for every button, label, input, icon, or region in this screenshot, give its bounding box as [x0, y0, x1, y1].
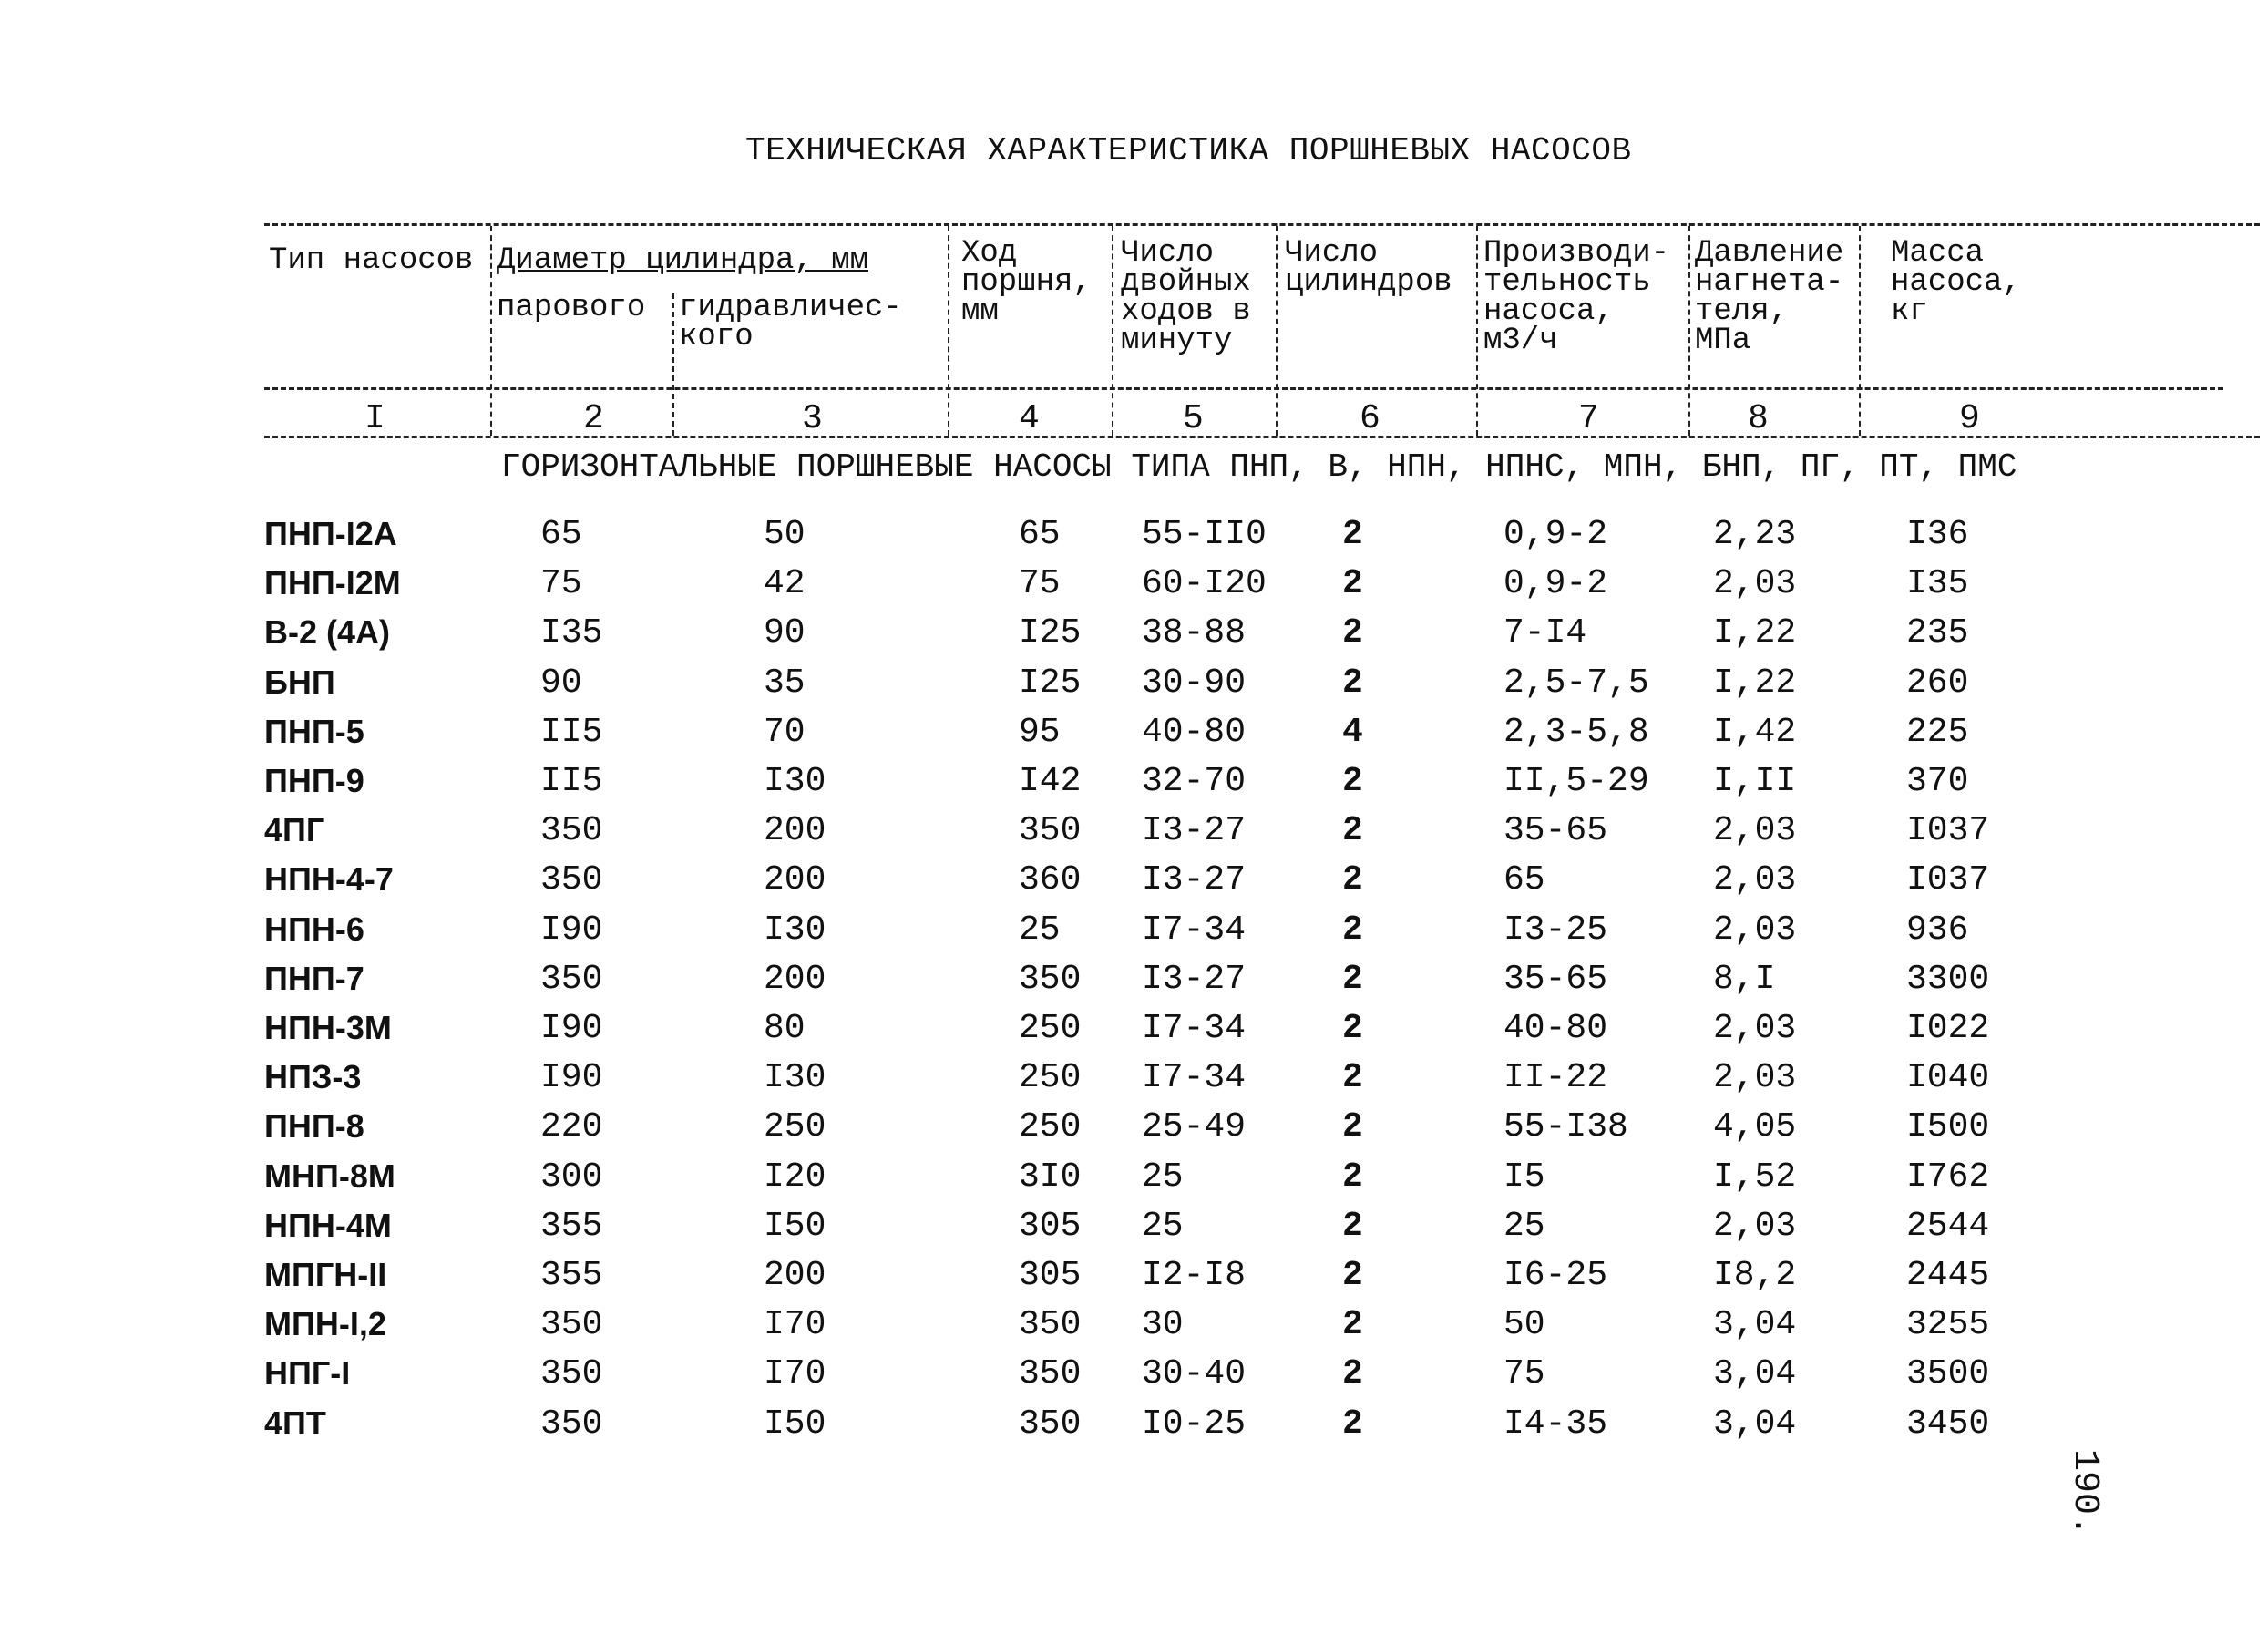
table-cell: I70	[764, 1305, 826, 1344]
table-cell: 200	[764, 1256, 826, 1295]
table-cell: 2	[1342, 910, 1363, 950]
table-cell: I040	[1906, 1058, 1990, 1097]
table-cell: 35-65	[1503, 960, 1608, 999]
table-cell: 250	[1019, 1107, 1082, 1146]
pump-type-cell: ПНП-8	[264, 1107, 364, 1145]
table-cell: 8,I	[1713, 960, 1776, 999]
column-separator	[672, 293, 674, 436]
table-cell: 350	[1019, 1305, 1082, 1344]
header-mass: Масса насоса, кг	[1891, 236, 2021, 329]
table-cell: I8,2	[1713, 1256, 1797, 1295]
table-cell: 350	[1019, 960, 1082, 999]
table-cell: 90	[764, 613, 806, 653]
table-cell: 80	[764, 1009, 806, 1048]
table-cell: 4,05	[1713, 1107, 1797, 1146]
table-cell: 2	[1342, 1157, 1363, 1197]
table-cell: I2-I8	[1142, 1256, 1247, 1295]
table-cell: I30	[764, 1058, 826, 1097]
table-cell: I6-25	[1503, 1256, 1608, 1295]
table-cell: 42	[764, 564, 806, 603]
table-cell: 30-90	[1142, 663, 1247, 703]
table-cell: I35	[1906, 564, 1969, 603]
header-stroke: Ход поршня, мм	[961, 236, 1092, 329]
table-cell: 305	[1019, 1207, 1082, 1246]
table-cell: II5	[540, 762, 603, 801]
table-cell: 350	[540, 1305, 603, 1344]
table-cell: 2,03	[1713, 1207, 1797, 1246]
table-cell: I90	[540, 1009, 603, 1048]
pump-type-cell: ПНП-9	[264, 762, 364, 799]
column-number-1: I	[364, 399, 385, 438]
table-cell: 2,03	[1713, 811, 1797, 850]
table-cell: I7-34	[1142, 1009, 1247, 1048]
table-cell: 350	[540, 1354, 603, 1393]
table-cell: 2,03	[1713, 910, 1797, 950]
pump-type-cell: МПГН-II	[264, 1256, 387, 1293]
table-cell: I7-34	[1142, 1058, 1247, 1097]
table-cell: 2	[1342, 1305, 1363, 1344]
table-cell: I5	[1503, 1157, 1545, 1197]
table-cell: I,22	[1713, 663, 1797, 703]
table-cell: 25-49	[1142, 1107, 1247, 1146]
table-cell: 25	[1142, 1207, 1184, 1246]
table-cell: 2	[1342, 1107, 1363, 1146]
table-cell: 2544	[1906, 1207, 1990, 1246]
table-cell: 200	[764, 811, 826, 850]
table-cell: 2,23	[1713, 515, 1797, 554]
pump-type-cell: НПН-4-7	[264, 860, 394, 898]
pump-type-cell: ПНП-5	[264, 713, 364, 750]
table-cell: 40-80	[1142, 713, 1247, 752]
table-cell: 95	[1019, 713, 1061, 752]
table-cell: 250	[1019, 1058, 1082, 1097]
table-cell: 50	[764, 515, 806, 554]
column-separator	[490, 226, 492, 436]
table-cell: I037	[1906, 811, 1990, 850]
header-hydraulic: гидравличес- кого	[679, 291, 902, 355]
table-cell: 35-65	[1503, 811, 1608, 850]
column-number-7: 7	[1578, 399, 1599, 438]
pump-type-cell: НПН-6	[264, 910, 364, 948]
table-cell: 2	[1342, 1058, 1363, 1097]
table-cell: I3-27	[1142, 811, 1247, 850]
table-cell: 4	[1342, 713, 1363, 752]
pump-type-cell: ПНП-I2А	[264, 515, 397, 552]
pump-type-cell: НПН-4М	[264, 1207, 392, 1244]
table-cell: 90	[540, 663, 582, 703]
table-cell: 3255	[1906, 1305, 1990, 1344]
table-cell: 3I0	[1019, 1157, 1082, 1197]
table-cell: I762	[1906, 1157, 1990, 1197]
table-cell: 3,04	[1713, 1354, 1797, 1393]
table-cell: 50	[1503, 1305, 1545, 1344]
column-number-4: 4	[1019, 399, 1040, 438]
table-cell: 2,03	[1713, 1058, 1797, 1097]
table-cell: 370	[1906, 762, 1969, 801]
table-cell: I20	[764, 1157, 826, 1197]
table-cell: 355	[540, 1207, 603, 1246]
table-cell: I35	[540, 613, 603, 653]
table-cell: 2	[1342, 613, 1363, 653]
table-cell: 2	[1342, 960, 1363, 999]
table-cell: I90	[540, 1058, 603, 1097]
table-cell: I,42	[1713, 713, 1797, 752]
table-cell: 936	[1906, 910, 1969, 950]
table-cell: I50	[764, 1404, 826, 1444]
table-cell: 250	[1019, 1009, 1082, 1048]
table-cell: 2,03	[1713, 1009, 1797, 1048]
table-cell: 25	[1503, 1207, 1545, 1246]
table-cell: 55-I38	[1503, 1107, 1628, 1146]
table-cell: 250	[764, 1107, 826, 1146]
table-cell: 65	[540, 515, 582, 554]
table-cell: 3450	[1906, 1404, 1990, 1444]
table-cell: I30	[764, 910, 826, 950]
table-cell: 260	[1906, 663, 1969, 703]
column-separator	[1276, 226, 1278, 436]
section-title: ГОРИЗОНТАЛЬНЫЕ ПОРШНЕВЫЕ НАСОСЫ ТИПА ПНП, В, НПН, НПНС, МПН, БНП, ПГ, ПТ, ПМС	[501, 448, 2017, 486]
table-cell: 30-40	[1142, 1354, 1247, 1393]
table-cell: 75	[540, 564, 582, 603]
header-type: Тип насосов	[269, 243, 474, 278]
table-cell: I25	[1019, 663, 1082, 703]
column-separator	[1688, 226, 1690, 436]
table-cell: 32-70	[1142, 762, 1247, 801]
table-cell: 350	[540, 960, 603, 999]
column-separator	[948, 226, 949, 436]
table-cell: 300	[540, 1157, 603, 1197]
table-cell: I50	[764, 1207, 826, 1246]
document-title: ТЕХНИЧЕСКАЯ ХАРАКТЕРИСТИКА ПОРШНЕВЫХ НАСОСОВ	[745, 132, 1632, 170]
table-cell: I022	[1906, 1009, 1990, 1048]
table-cell: 0,9-2	[1503, 564, 1608, 603]
table-cell: I3-27	[1142, 960, 1247, 999]
column-separator	[1859, 226, 1861, 436]
table-cell: 350	[540, 860, 603, 900]
page-number: 190.	[2064, 1449, 2105, 1537]
table-cell: 65	[1503, 860, 1545, 900]
table-cell: 2	[1342, 860, 1363, 900]
table-cell: 2	[1342, 1354, 1363, 1393]
table-cell: 25	[1142, 1157, 1184, 1197]
table-cell: 65	[1019, 515, 1061, 554]
column-number-9: 9	[1959, 399, 1980, 438]
table-cell: II,5-29	[1503, 762, 1649, 801]
table-cell: 40-80	[1503, 1009, 1608, 1048]
table-cell: I,II	[1713, 762, 1797, 801]
pump-type-cell: ПНП-7	[264, 960, 364, 997]
table-cell: I70	[764, 1354, 826, 1393]
table-cell: I,52	[1713, 1157, 1797, 1197]
column-separator	[1476, 226, 1478, 436]
header-middle-rule	[264, 387, 2223, 390]
header-steam: парового	[497, 291, 646, 325]
table-cell: 0,9-2	[1503, 515, 1608, 554]
table-cell: 360	[1019, 860, 1082, 900]
header-capacity: Производи- тельность насоса, м3/ч	[1483, 236, 1670, 358]
header-strokes-per-min: Число двойных ходов в минуту	[1121, 236, 1251, 358]
table-cell: 2,3-5,8	[1503, 713, 1649, 752]
table-cell: 70	[764, 713, 806, 752]
table-cell: I42	[1019, 762, 1082, 801]
pump-type-cell: НПГ-I	[264, 1354, 351, 1392]
table-cell: 55-II0	[1142, 515, 1267, 554]
table-cell: 2	[1342, 1009, 1363, 1048]
table-cell: 2	[1342, 663, 1363, 703]
table-cell: 220	[540, 1107, 603, 1146]
header-diameter: Диаметр цилиндра, мм	[497, 243, 869, 278]
table-cell: II-22	[1503, 1058, 1608, 1097]
column-number-6: 6	[1360, 399, 1380, 438]
table-cell: 355	[540, 1256, 603, 1295]
table-cell: I4-35	[1503, 1404, 1608, 1444]
header-cylinders: Число цилиндров	[1285, 236, 1452, 300]
column-number-3: 3	[802, 399, 823, 438]
table-cell: 2,5-7,5	[1503, 663, 1649, 703]
pump-type-cell: МПН-I,2	[264, 1305, 386, 1342]
column-separator	[1112, 226, 1113, 436]
table-cell: 25	[1019, 910, 1061, 950]
table-cell: I3-27	[1142, 860, 1247, 900]
table-cell: I0-25	[1142, 1404, 1247, 1444]
table-cell: 235	[1906, 613, 1969, 653]
pump-type-cell: МНП-8М	[264, 1157, 395, 1195]
table-cell: 3,04	[1713, 1404, 1797, 1444]
table-cell: 2445	[1906, 1256, 1990, 1295]
table-cell: 2	[1342, 1207, 1363, 1246]
table-cell: 35	[764, 663, 806, 703]
table-cell: I037	[1906, 860, 1990, 900]
pump-type-cell: 4ПГ	[264, 811, 325, 848]
table-cell: 350	[540, 1404, 603, 1444]
table-cell: I3-25	[1503, 910, 1608, 950]
column-number-8: 8	[1748, 399, 1769, 438]
table-cell: I500	[1906, 1107, 1990, 1146]
table-cell: 200	[764, 960, 826, 999]
pump-type-cell: ПНП-I2М	[264, 564, 401, 601]
table-cell: 350	[540, 811, 603, 850]
table-cell: I,22	[1713, 613, 1797, 653]
table-cell: 75	[1503, 1354, 1545, 1393]
table-cell: 350	[1019, 811, 1082, 850]
table-cell: 2	[1342, 1404, 1363, 1444]
table-cell: 200	[764, 860, 826, 900]
table-cell: 225	[1906, 713, 1969, 752]
table-cell: I36	[1906, 515, 1969, 554]
column-number-2: 2	[583, 399, 604, 438]
table-cell: 60-I20	[1142, 564, 1267, 603]
header-top-rule	[264, 223, 2260, 226]
table-cell: 3500	[1906, 1354, 1990, 1393]
header-pressure: Давление нагнета- теля, МПа	[1695, 236, 1844, 358]
table-cell: I7-34	[1142, 910, 1247, 950]
pump-type-cell: В-2 (4А)	[264, 613, 391, 651]
table-cell: 75	[1019, 564, 1061, 603]
table-cell: I90	[540, 910, 603, 950]
table-cell: II5	[540, 713, 603, 752]
pump-type-cell: БНП	[264, 663, 335, 701]
table-cell: 350	[1019, 1404, 1082, 1444]
table-cell: 2,03	[1713, 564, 1797, 603]
pump-type-cell: 4ПТ	[264, 1404, 326, 1442]
table-cell: I25	[1019, 613, 1082, 653]
table-cell: 2,03	[1713, 860, 1797, 900]
table-cell: 305	[1019, 1256, 1082, 1295]
table-cell: 3,04	[1713, 1305, 1797, 1344]
table-cell: 38-88	[1142, 613, 1247, 653]
table-cell: 2	[1342, 515, 1363, 554]
table-cell: 2	[1342, 762, 1363, 801]
table-cell: 2	[1342, 564, 1363, 603]
table-cell: 30	[1142, 1305, 1184, 1344]
pump-type-cell: НПН-3М	[264, 1009, 392, 1046]
table-cell: 3300	[1906, 960, 1990, 999]
table-cell: 350	[1019, 1354, 1082, 1393]
column-number-5: 5	[1183, 399, 1204, 438]
pump-type-cell: НПЗ-3	[264, 1058, 362, 1095]
table-cell: I30	[764, 762, 826, 801]
table-cell: 2	[1342, 811, 1363, 850]
table-cell: 2	[1342, 1256, 1363, 1295]
table-cell: 7-I4	[1503, 613, 1587, 653]
